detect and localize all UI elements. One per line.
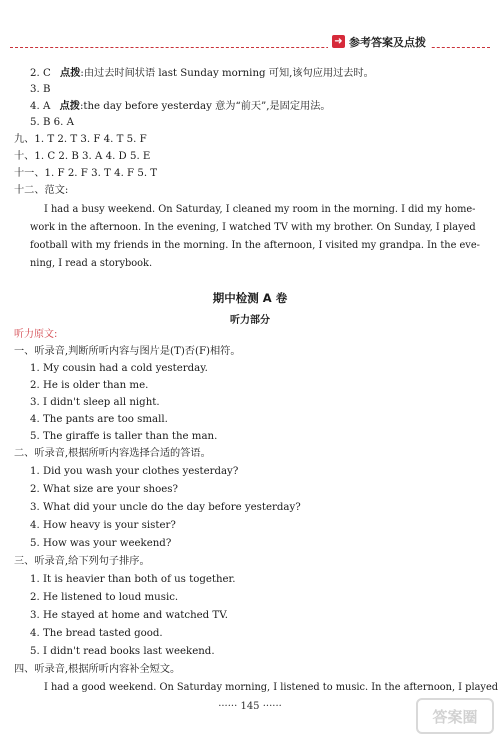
part2-item: 4. How heavy is your sister? <box>30 520 176 531</box>
part1-item: 2. He is older than me. <box>30 380 149 391</box>
answer-4 <box>30 100 331 113</box>
exam-title: 期中检测 A 卷 <box>212 291 288 305</box>
part3-item: 3. He stayed at home and watched TV. <box>30 610 229 621</box>
header-title: 参考答案及点拨 <box>349 35 426 49</box>
part1-item: 5. The giraffe is taller than the man. <box>30 431 218 442</box>
answer-2-number: 2. C <box>30 68 51 79</box>
part3-item: 1. It is heavier than both of us together. <box>30 574 236 585</box>
answer-4-number: 4. A <box>30 101 51 112</box>
part4-text: I had a good weekend. On Saturday morning, I listened to music. In the afternoon, I played <box>44 682 499 693</box>
section-11-answers: 十一、1. F 2. F 3. T 4. F 5. T <box>14 168 158 179</box>
header-tag <box>328 33 430 50</box>
section-title: 听力部分 <box>230 315 270 326</box>
answer-2 <box>30 67 374 80</box>
page-header <box>0 0 500 56</box>
essay-line: football with my friends in the morning. In the afternoon, I visited my grandpa. In the eve- <box>30 240 480 251</box>
right-arrow-icon: ➜ <box>332 35 345 48</box>
section-12-heading: 十二、范文: <box>14 185 69 196</box>
answer-5-6: 5. B 6. A <box>30 117 74 128</box>
part2-item: 1. Did you wash your clothes yesterday? <box>30 466 239 477</box>
section-10-answers: 十、1. C 2. B 3. A 4. D 5. E <box>14 151 151 162</box>
page-dots-right: ······ <box>262 701 282 712</box>
part4-heading: 四、听录音,根据所听内容补全短文。 <box>14 664 181 675</box>
page-number-value: 145 <box>240 701 260 712</box>
answer-2-text: :由过去时间状语 last Sunday morning 可知,该句应用过去时。 <box>80 68 374 79</box>
section-9-answers: 九、1. T 2. T 3. F 4. T 5. F <box>14 134 147 145</box>
essay-line: I had a busy weekend. On Saturday, I cleaned my room in the morning. I did my home- <box>44 204 476 215</box>
part2-heading: 二、听录音,根据所听内容选择合适的答语。 <box>14 448 211 459</box>
part3-item: 2. He listened to loud music. <box>30 592 179 603</box>
page-dots-left: ······ <box>218 701 238 712</box>
part1-heading: 一、听录音,判断所听内容与图片是(T)否(F)相符。 <box>14 346 241 357</box>
part2-item: 3. What did your uncle do the day before yesterday? <box>30 502 301 513</box>
watermark-logo: 答案圈 <box>416 698 494 734</box>
answer-4-label: 点拨 <box>59 100 80 112</box>
essay-line: ning, I read a storybook. <box>30 258 153 269</box>
answer-4-text: :the day before yesterday 意为“前天”,是固定用法。 <box>79 101 331 112</box>
part3-item: 5. I didn't read books last weekend. <box>30 646 215 657</box>
part1-item: 3. I didn't sleep all night. <box>30 397 160 408</box>
part1-item: 4. The pants are too small. <box>30 414 168 425</box>
part2-item: 2. What size are your shoes? <box>30 484 178 495</box>
part1-item: 1. My cousin had a cold yesterday. <box>30 363 208 374</box>
answer-2-label: 点拨 <box>60 67 81 79</box>
part3-item: 4. The bread tasted good. <box>30 628 163 639</box>
essay-line: work in the afternoon. In the evening, I watched TV with my brother. On Sunday, I played <box>30 222 476 233</box>
part3-heading: 三、听录音,给下列句子排序。 <box>14 556 150 567</box>
answer-3: 3. B <box>30 84 51 95</box>
listening-label: 听力原文: <box>14 329 58 340</box>
part2-item: 5. How was your weekend? <box>30 538 172 549</box>
